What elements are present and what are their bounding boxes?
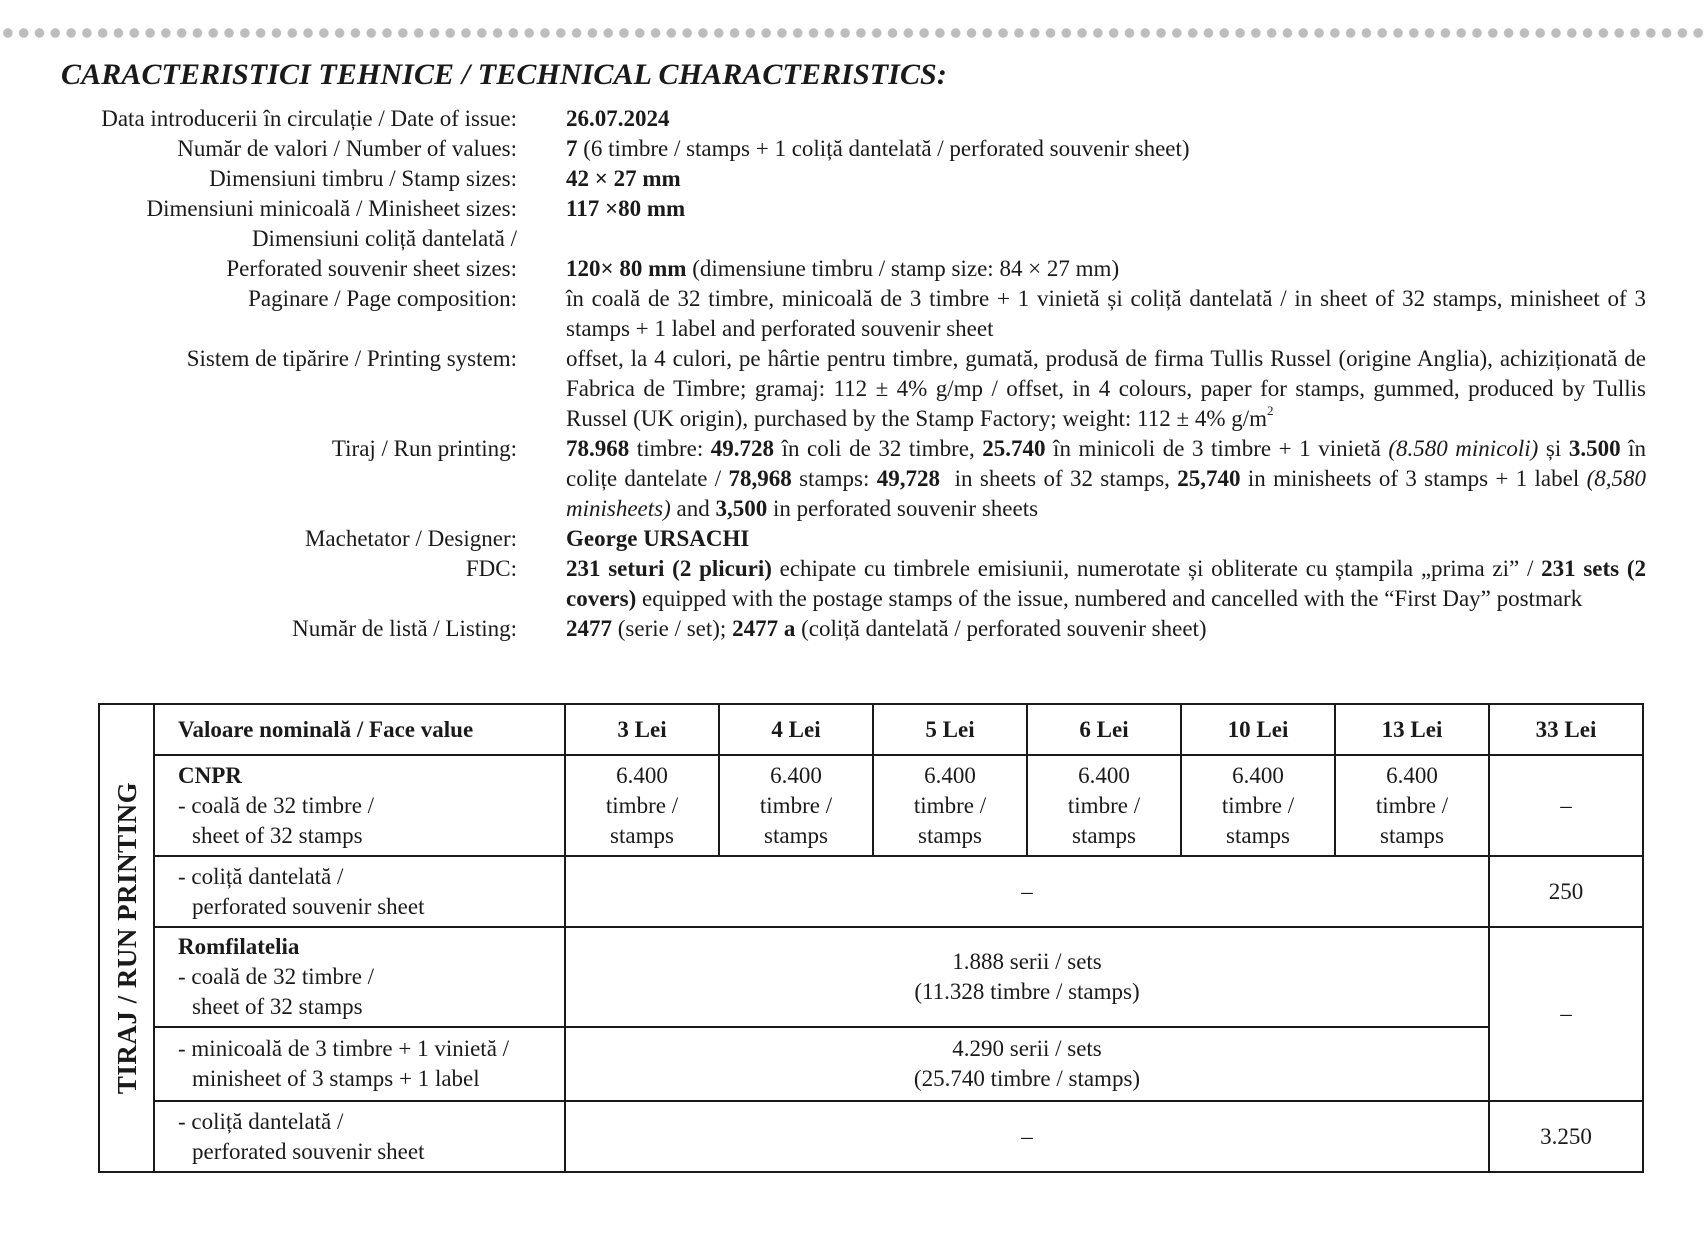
txt: în minicoli de 3 timbre + 1 vinietă xyxy=(1045,436,1389,461)
spec-row-run xyxy=(0,434,1707,524)
num: 49.728 xyxy=(710,436,775,461)
cell-line: 6.400 xyxy=(770,762,822,788)
table-cell-span xyxy=(565,1027,1489,1101)
spec-value: 120× 80 mm xyxy=(566,256,687,281)
txt: in perforated souvenir sheets xyxy=(767,496,1039,521)
num: 25,740 xyxy=(1177,466,1241,491)
spec-label: Tiraj / Run printing: xyxy=(331,436,517,461)
txt: echipate cu timbrele emisiunii, numerotate și obliterate cu ștampila „prima zi” / xyxy=(771,556,1542,581)
cell-line: (11.328 timbre / stamps) xyxy=(914,979,1140,1004)
spec-label: Sistem de tipărire / Printing system: xyxy=(186,346,517,371)
side-label-cell xyxy=(99,704,154,1172)
spec-row-designer xyxy=(0,524,1707,554)
cell-line: 6.400 xyxy=(1232,762,1284,788)
spec-value: George URSACHI xyxy=(566,526,750,551)
spec-value: 117 ×80 mm xyxy=(566,196,686,221)
cell-line: stamps xyxy=(1226,822,1290,848)
table-cell: 250 xyxy=(1489,856,1643,927)
cell-line: 4.290 serii / sets xyxy=(952,1036,1102,1061)
cell-line: stamps xyxy=(1380,822,1444,848)
spec-list xyxy=(0,104,1707,644)
row-line: - coală de 32 timbre / xyxy=(178,792,375,818)
table-cell xyxy=(873,755,1027,856)
spec-row-listing xyxy=(0,614,1707,644)
face-value: 13 Lei xyxy=(1335,704,1489,755)
cell-line: 6.400 xyxy=(616,762,668,788)
table-cell-span xyxy=(565,927,1489,1027)
spec-label: FDC: xyxy=(465,556,517,581)
row-description xyxy=(154,1101,565,1172)
spec-row-fdc xyxy=(0,554,1707,614)
table-row-romfilatelia-minisheet xyxy=(99,1027,1643,1101)
row-description xyxy=(154,755,565,856)
cell-line: 6.400 xyxy=(1078,762,1130,788)
spec-label: Machetator / Designer: xyxy=(304,526,517,551)
spec-value xyxy=(566,554,1646,614)
note: (8.580 minicoli) xyxy=(1388,436,1539,461)
run-printing-table xyxy=(98,703,1644,1173)
row-line: sheet of 32 stamps xyxy=(192,822,363,848)
row-line: perforated souvenir sheet xyxy=(192,1138,425,1164)
table-header-row xyxy=(99,704,1643,755)
table-cell: – xyxy=(1489,755,1643,856)
spec-label: Perforated souvenir sheet sizes: xyxy=(226,256,517,281)
row-description xyxy=(154,927,565,1027)
cell-line: timbre / xyxy=(913,792,987,818)
txt: (serie / set); xyxy=(612,616,733,641)
cell-line: stamps xyxy=(764,822,828,848)
row-line: - minicoală de 3 timbre + 1 vinietă / xyxy=(178,1036,510,1061)
num: 2477 xyxy=(566,616,612,641)
spec-value: offset, la 4 culori, pe hârtie pentru timbre, gumată, produsă de firma Tullis Russel (origine Anglia), achiziționată de Fabrica de Timbre; gramaj: 112 ± 4% g/mp / offset, in 4 colours, paper for stamps, gummed, produced by Tullis Russel (UK origin), purchased by the Stamp Factory; weight: 112 ± 4% g/m xyxy=(566,346,1646,431)
txt: and xyxy=(670,496,716,521)
spec-value: în coală de 32 timbre, minicoală de 3 timbre + 1 vinietă și coliță dantelată / in sheet of 32 stamps, minisheet of 3 stamps + 1 label and perforated souvenir sheet xyxy=(566,286,1646,341)
spec-label: Data introducerii în circulație / Date of issue: xyxy=(101,106,517,131)
txt: in minisheets of 3 stamps + 1 label xyxy=(1240,466,1587,491)
row-line: perforated souvenir sheet xyxy=(192,893,425,919)
num: 231 sets (2 covers) xyxy=(566,556,1646,611)
row-line: sheet of 32 stamps xyxy=(192,994,363,1019)
superscript: 2 xyxy=(1267,403,1274,418)
num: 49,728 xyxy=(876,466,940,491)
table-cell-span: – xyxy=(565,856,1489,927)
row-description xyxy=(154,856,565,927)
txt: (coliță dantelată / perforated souvenir sheet) xyxy=(795,616,1207,641)
face-value: 5 Lei xyxy=(873,704,1027,755)
cell-line: stamps xyxy=(1072,822,1136,848)
num: 78,968 xyxy=(728,466,792,491)
spec-value xyxy=(566,434,1646,524)
spec-row-values xyxy=(0,134,1707,164)
table-cell xyxy=(1181,755,1335,856)
cell-line: stamps xyxy=(918,822,982,848)
dotted-separator xyxy=(0,27,1707,39)
face-value: 33 Lei xyxy=(1489,704,1643,755)
table-cell xyxy=(1335,755,1489,856)
table-cell-span: – xyxy=(565,1101,1489,1172)
cell-line: 6.400 xyxy=(1386,762,1438,788)
num: 3.500 xyxy=(1568,436,1621,461)
face-value-label: Valoare nominală / Face value xyxy=(154,704,565,755)
num: 78.968 xyxy=(566,436,630,461)
txt: în colițe dantelate / xyxy=(566,436,1647,491)
spec-value: 26.07.2024 xyxy=(566,106,670,131)
spec-row-stamp-sizes xyxy=(0,164,1707,194)
txt: în coli de 32 timbre, xyxy=(774,436,983,461)
table-cell xyxy=(565,755,719,856)
cell-line: 6.400 xyxy=(924,762,976,788)
spec-value: 7 xyxy=(566,136,578,161)
spec-row-printing xyxy=(0,344,1707,434)
table-row-cnpr-souvenir xyxy=(99,856,1643,927)
face-value: 3 Lei xyxy=(565,704,719,755)
face-value: 4 Lei xyxy=(719,704,873,755)
cell-line: timbre / xyxy=(1221,792,1295,818)
txt: și xyxy=(1538,436,1569,461)
row-description xyxy=(154,1027,565,1101)
face-value: 6 Lei xyxy=(1027,704,1181,755)
row-line: minisheet of 3 stamps + 1 label xyxy=(192,1066,480,1091)
spec-value-detail: (dimensiune timbru / stamp size: 84 × 27 mm) xyxy=(686,256,1120,281)
spec-row-souvenir-sizes xyxy=(0,254,1707,284)
spec-label: Dimensiuni coliță dantelată / xyxy=(251,226,517,251)
row-line: - coliță dantelată / xyxy=(178,863,344,889)
spec-label: Dimensiuni minicoală / Minisheet sizes: xyxy=(146,196,517,221)
num: 25.740 xyxy=(982,436,1046,461)
num: 231 seturi (2 plicuri) xyxy=(566,556,772,581)
cell-line: timbre / xyxy=(1375,792,1449,818)
side-label: TIRAJ / RUN PRINTING xyxy=(111,781,142,1095)
row-line: - coală de 32 timbre / xyxy=(178,964,375,989)
cell-line: 1.888 serii / sets xyxy=(952,949,1102,974)
spec-label: Număr de listă / Listing: xyxy=(292,616,517,641)
row-title: CNPR xyxy=(178,762,242,788)
table-cell xyxy=(719,755,873,856)
spec-value xyxy=(566,614,1646,644)
page-title: CARACTERISTICI TEHNICE / TECHNICAL CHARACTERISTICS: xyxy=(61,58,947,91)
table-cell: 3.250 xyxy=(1489,1101,1643,1172)
spec-label: Dimensiuni timbru / Stamp sizes: xyxy=(209,166,517,191)
num: 3,500 xyxy=(715,496,768,521)
table-row-romfilatelia-souvenir xyxy=(99,1101,1643,1172)
table-cell: – xyxy=(1489,927,1643,1101)
spec-row-souvenir-label xyxy=(0,224,1707,254)
spec-row-date xyxy=(0,104,1707,134)
cell-line: timbre / xyxy=(605,792,679,818)
cell-line: timbre / xyxy=(1067,792,1141,818)
txt: stamps: xyxy=(791,466,877,491)
spec-row-minisheet-sizes xyxy=(0,194,1707,224)
table-cell xyxy=(1027,755,1181,856)
row-line: - coliță dantelată / xyxy=(178,1108,344,1134)
txt: equipped with the postage stamps of the issue, numbered and cancelled with the “First Day” postmark xyxy=(636,586,1583,611)
cell-line: timbre / xyxy=(759,792,833,818)
spec-label: Număr de valori / Number of values: xyxy=(177,136,517,161)
cell-line: (25.740 timbre / stamps) xyxy=(913,1066,1141,1091)
face-value: 10 Lei xyxy=(1181,704,1335,755)
num: 2477 a xyxy=(732,616,796,641)
cell-line: stamps xyxy=(610,822,674,848)
spec-label: Paginare / Page composition: xyxy=(248,286,517,311)
txt: in sheets of 32 stamps, xyxy=(939,466,1178,491)
txt: timbre: xyxy=(629,436,711,461)
table-row-cnpr xyxy=(99,755,1643,856)
row-title: Romfilatelia xyxy=(178,934,300,959)
table-row-romfilatelia xyxy=(99,927,1643,1027)
spec-value: 42 × 27 mm xyxy=(566,166,681,191)
spec-row-page xyxy=(0,284,1707,344)
note: (8,580 minisheets) xyxy=(566,466,1647,521)
spec-value-detail: (6 timbre / stamps + 1 coliță dantelată / perforated souvenir sheet) xyxy=(577,136,1190,161)
